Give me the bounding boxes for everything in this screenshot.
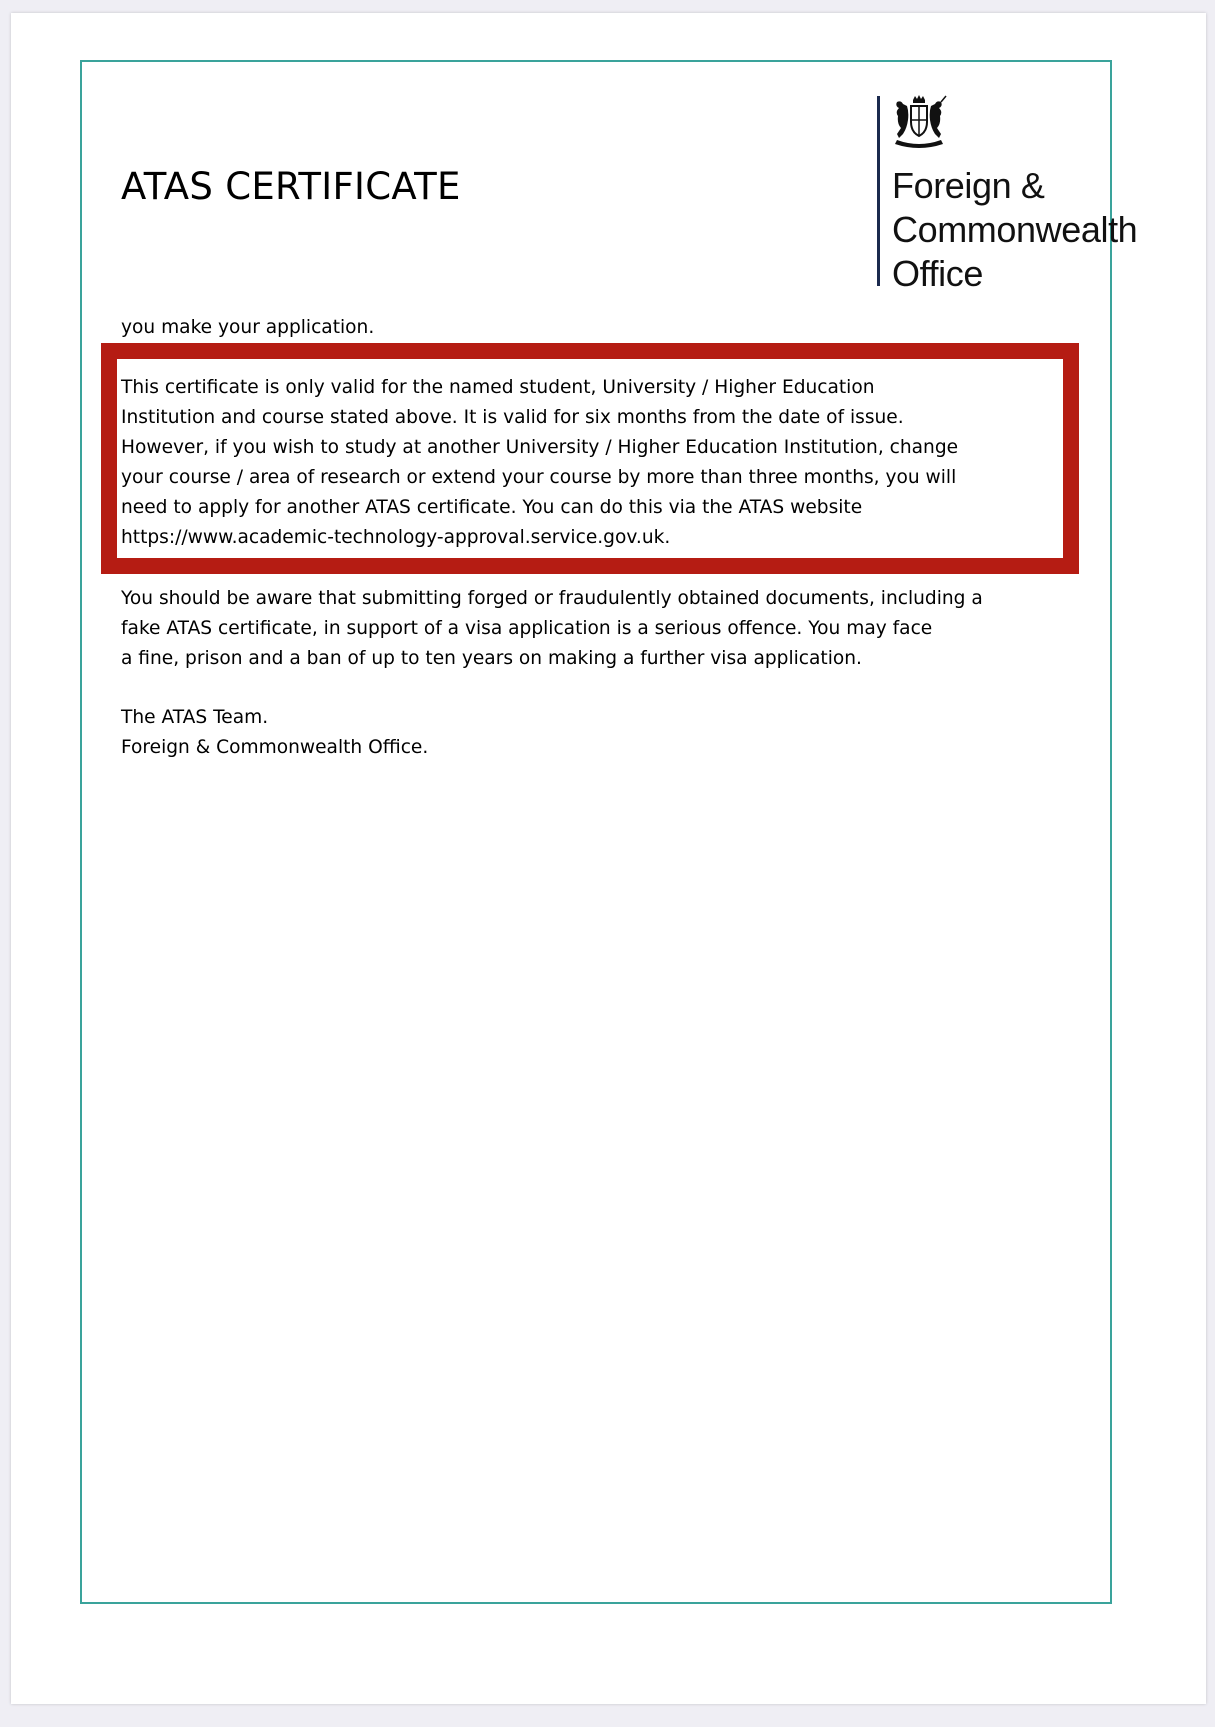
text-line: However, if you wish to study at another University / Higher Education Institution, change: [121, 437, 959, 458]
page-title: ATAS CERTIFICATE: [121, 165, 461, 208]
logo-divider-bar: [877, 96, 880, 286]
signature-line: The ATAS Team.: [121, 707, 269, 728]
validity-notice: [121, 373, 958, 553]
atas-website-link[interactable]: https://www.academic-technology-approval.service.gov.uk.: [121, 527, 671, 548]
text-line: Institution and course stated above. It is valid for six months from the date of issue.: [121, 407, 904, 428]
warning-paragraph: [121, 584, 983, 674]
logo-line: Foreign &: [892, 165, 1045, 206]
logo-line: Office: [892, 253, 983, 294]
intro-fragment: you make your application.: [121, 317, 375, 338]
text-line: fake ATAS certificate, in support of a visa application is a serious offence. You may face: [121, 618, 933, 639]
text-line: a fine, prison and a ban of up to ten years on making a further visa application.: [121, 648, 862, 669]
fco-logo: [867, 82, 1138, 294]
signature-block: [121, 703, 428, 763]
text-line: This certificate is only valid for the named student, University / Higher Education: [121, 377, 875, 398]
logo-wordmark: [892, 164, 1137, 296]
signature-line: Foreign & Commonwealth Office.: [121, 737, 429, 758]
text-line: need to apply for another ATAS certificate. You can do this via the ATAS website: [121, 497, 863, 518]
logo-line: Commonwealth: [892, 209, 1138, 250]
text-line: You should be aware that submitting forged or fraudulently obtained documents, including a: [121, 588, 983, 609]
text-line: your course / area of research or extend your course by more than three months, you will: [121, 467, 957, 488]
royal-coat-of-arms-icon: [889, 94, 949, 154]
